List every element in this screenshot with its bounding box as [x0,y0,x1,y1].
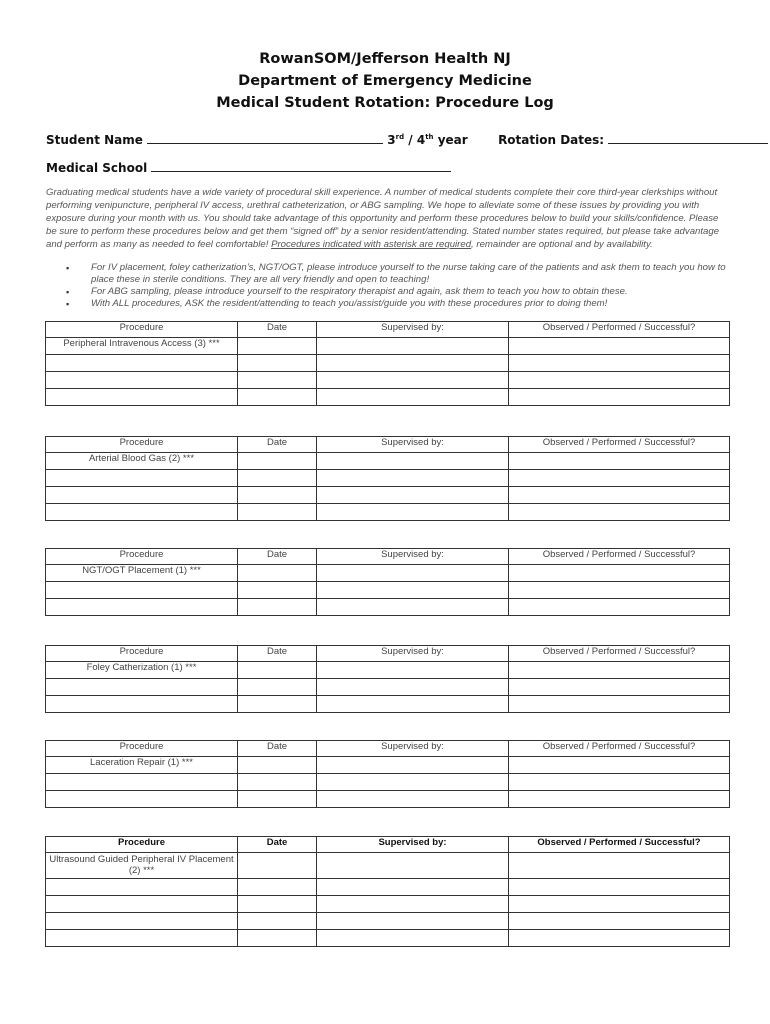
supervisor-cell[interactable] [317,662,509,679]
procedure-cell[interactable] [46,355,238,372]
supervisor-cell[interactable] [317,679,509,696]
header-procedure: Procedure [46,741,238,757]
table-row [46,338,730,355]
procedure-cell[interactable] [46,389,238,406]
date-cell[interactable] [238,679,317,696]
supervisor-cell[interactable] [317,913,509,930]
procedure-cell[interactable] [46,372,238,389]
date-cell[interactable] [238,896,317,913]
date-cell[interactable] [238,338,317,355]
supervisor-cell[interactable] [317,774,509,791]
procedure-cell[interactable] [46,679,238,696]
status-cell[interactable] [509,853,730,879]
date-cell[interactable] [238,774,317,791]
table-row [46,757,730,774]
supervisor-cell[interactable] [317,338,509,355]
supervisor-cell[interactable] [317,696,509,713]
table-row [46,879,730,896]
supervisor-cell[interactable] [317,896,509,913]
table-row [46,504,730,521]
status-cell[interactable] [509,487,730,504]
table-row [46,599,730,616]
procedure-table-foley [45,645,730,713]
supervisor-cell[interactable] [317,487,509,504]
procedure-name: Ultrasound Guided Peripheral IV Placement (2) *** [46,853,238,879]
table-row [46,853,730,879]
supervisor-cell[interactable] [317,853,509,879]
date-cell[interactable] [238,372,317,389]
table-row [46,913,730,930]
table-row [46,582,730,599]
status-cell[interactable] [509,774,730,791]
date-cell[interactable] [238,913,317,930]
date-cell[interactable] [238,791,317,808]
table-row [46,372,730,389]
table-row [46,930,730,947]
instructions-list [66,262,726,310]
procedure-name: NGT/OGT Placement (1) *** [46,565,238,582]
status-cell[interactable] [509,565,730,582]
medical-school-field[interactable] [151,159,451,172]
supervisor-cell[interactable] [317,757,509,774]
date-cell[interactable] [238,355,317,372]
header-supervised: Supervised by: [317,837,509,853]
table-row [46,662,730,679]
procedure-cell[interactable] [46,696,238,713]
date-cell[interactable] [238,662,317,679]
form-title: Medical Student Rotation: Procedure Log [216,95,554,111]
procedure-table-iv [45,321,730,406]
supervisor-cell[interactable] [317,372,509,389]
status-cell[interactable] [509,582,730,599]
header-supervised: Supervised by: [317,437,509,453]
status-cell[interactable] [509,372,730,389]
table-row [46,696,730,713]
status-cell[interactable] [509,757,730,774]
header-date: Date [238,322,317,338]
instruction-item: ▪ With ALL procedures, ASK the resident/attending to teach you/assist/guide you with these procedures prior to doing them! [66,298,726,310]
procedure-cell[interactable] [46,791,238,808]
date-cell[interactable] [238,853,317,879]
medical-school-label: Medical School [46,161,148,175]
supervisor-cell[interactable] [317,504,509,521]
status-cell[interactable] [509,355,730,372]
instruction-item: ▪ For IV placement, foley catherization’s, NGT/OGT, please introduce yourself to the nurse taking care of the patients and ask them to teach you how to place these in sterile conditions. They are all very friendly and open to teaching! [66,262,726,286]
status-cell[interactable] [509,338,730,355]
supervisor-cell[interactable] [317,599,509,616]
header-procedure: Procedure [46,549,238,565]
procedure-name: Peripheral Intravenous Access (3) *** [46,338,238,355]
header-supervised: Supervised by: [317,741,509,757]
status-cell[interactable] [509,599,730,616]
table-row [46,565,730,582]
table-row [46,896,730,913]
rotation-dates-field[interactable] [608,131,768,144]
supervisor-cell[interactable] [317,879,509,896]
procedure-name: Arterial Blood Gas (2) *** [46,453,238,470]
date-cell[interactable] [238,930,317,947]
date-cell[interactable] [238,599,317,616]
procedure-table-ultrasound-iv [45,836,730,947]
header-procedure: Procedure [46,437,238,453]
header-observed: Observed / Performed / Successful? [509,322,730,338]
date-cell[interactable] [238,453,317,470]
table-row [46,791,730,808]
header-observed: Observed / Performed / Successful? [509,549,730,565]
procedure-cell[interactable] [46,930,238,947]
status-cell[interactable] [509,879,730,896]
table-row [46,453,730,470]
supervisor-cell[interactable] [317,470,509,487]
procedure-table-laceration [45,740,730,808]
header-date: Date [238,741,317,757]
header-date: Date [238,646,317,662]
procedure-table-abg [45,436,730,521]
student-info-row [46,131,768,147]
header-date: Date [238,837,317,853]
procedure-name: Laceration Repair (1) *** [46,757,238,774]
date-cell[interactable] [238,389,317,406]
status-cell[interactable] [509,470,730,487]
department-title: Department of Emergency Medicine [238,73,532,89]
supervisor-cell[interactable] [317,453,509,470]
header-supervised: Supervised by: [317,549,509,565]
student-name-label: Student Name [46,133,143,147]
header-observed: Observed / Performed / Successful? [509,437,730,453]
table-row [46,679,730,696]
status-cell[interactable] [509,662,730,679]
procedure-cell[interactable] [46,504,238,521]
header-observed: Observed / Performed / Successful? [509,741,730,757]
procedure-name: Foley Catherization (1) *** [46,662,238,679]
student-name-field[interactable] [147,131,383,144]
table-row [46,470,730,487]
supervisor-cell[interactable] [317,582,509,599]
header-procedure: Procedure [46,322,238,338]
table-row [46,487,730,504]
header-date: Date [238,437,317,453]
header-observed: Observed / Performed / Successful? [509,646,730,662]
required-note: Procedures indicated with asterisk are required [271,239,472,250]
intro-paragraph: Graduating medical students have a wide variety of procedural skill experience. A number of medical students complete their core third-year clerkships without performing venipuncture, peripheral IV access, urethral catheterization, or ABG sampling. We hope to alleviate some of these issues by providing you with exposure during your month with us. You should take advantage of this opportunity and perform these procedures below to build your skills/confidence. Please be sure to perform these procedures below and get them “signed off” by a senior resident/attending. Stated number states required, but please take advantage and perform as many as needed to feel comfortable! Procedures indicated with asterisk are required, remainder are optional and by availability. [46,187,720,250]
supervisor-cell[interactable] [317,355,509,372]
status-cell[interactable] [509,696,730,713]
header-procedure: Procedure [46,646,238,662]
status-cell[interactable] [509,791,730,808]
supervisor-cell[interactable] [317,930,509,947]
procedure-cell[interactable] [46,879,238,896]
instruction-item: ▪ For ABG sampling, please introduce yourself to the respiratory therapist and again, ask them to teach you how to obtain these. [66,286,726,298]
procedure-cell[interactable] [46,487,238,504]
procedure-cell[interactable] [46,913,238,930]
status-cell[interactable] [509,913,730,930]
table-row [46,774,730,791]
header-procedure: Procedure [46,837,238,853]
status-cell[interactable] [509,679,730,696]
date-cell[interactable] [238,470,317,487]
date-cell[interactable] [238,582,317,599]
rotation-dates-label: Rotation Dates: [498,133,605,147]
supervisor-cell[interactable] [317,565,509,582]
status-cell[interactable] [509,504,730,521]
status-cell[interactable] [509,453,730,470]
status-cell[interactable] [509,389,730,406]
supervisor-cell[interactable] [317,791,509,808]
supervisor-cell[interactable] [317,389,509,406]
procedure-table-ngt [45,548,730,616]
status-cell[interactable] [509,896,730,913]
table-row [46,389,730,406]
header-supervised: Supervised by: [317,646,509,662]
date-cell[interactable] [238,487,317,504]
procedure-cell[interactable] [46,582,238,599]
institution-title: RowanSOM/Jefferson Health NJ [259,51,511,67]
date-cell[interactable] [238,757,317,774]
header-date: Date [238,549,317,565]
procedure-cell[interactable] [46,599,238,616]
header-observed: Observed / Performed / Successful? [509,837,730,853]
medical-school-row [46,159,451,175]
date-cell[interactable] [238,565,317,582]
procedure-cell[interactable] [46,774,238,791]
table-row [46,355,730,372]
status-cell[interactable] [509,930,730,947]
document-header [0,48,770,114]
date-cell[interactable] [238,504,317,521]
date-cell[interactable] [238,696,317,713]
year-selector[interactable]: 3rd / 4th year [387,133,468,147]
header-supervised: Supervised by: [317,322,509,338]
date-cell[interactable] [238,879,317,896]
procedure-cell[interactable] [46,470,238,487]
procedure-cell[interactable] [46,896,238,913]
